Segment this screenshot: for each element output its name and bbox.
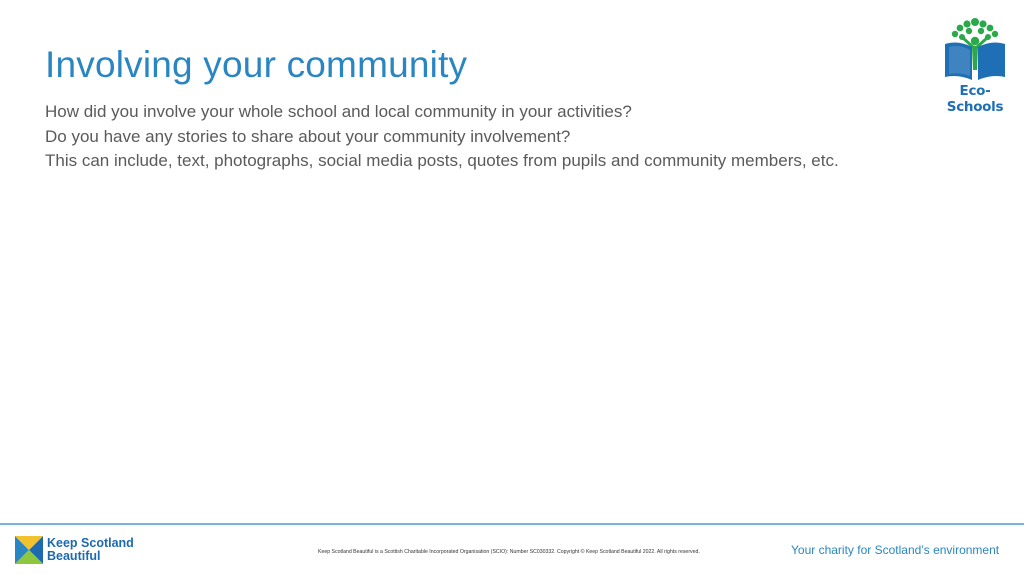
- keep-scotland-beautiful-logo: [15, 536, 135, 566]
- footer-tagline: Your charity for Scotland’s environment: [791, 543, 1000, 557]
- body-line: Do you have any stories to share about your community involvement?: [45, 126, 571, 146]
- slide-body: [45, 100, 839, 174]
- slide-title: Involving your community: [45, 44, 468, 85]
- tree-book-icon: [932, 14, 1018, 84]
- eco-schools-logo: [932, 14, 1018, 115]
- saltire-icon: [15, 536, 43, 564]
- footer-divider: [0, 523, 1024, 525]
- legal-notice: Keep Scotland Beautiful is a Scottish Charitable Incorporated Organisation (SCIO): Number SC030332. Copyright © Keep Scotland Beautiful 2022. All rights reserved.: [318, 549, 700, 555]
- body-line: How did you involve your whole school and local community in your activities?: [45, 102, 632, 121]
- ksb-line1: Keep Scotland: [47, 536, 134, 550]
- body-line: This can include, text, photographs, social media posts, quotes from pupils and community members, etc.: [45, 151, 839, 170]
- ksb-line2: Beautiful: [47, 549, 101, 563]
- eco-schools-wordmark: Eco-Schools: [946, 83, 1004, 115]
